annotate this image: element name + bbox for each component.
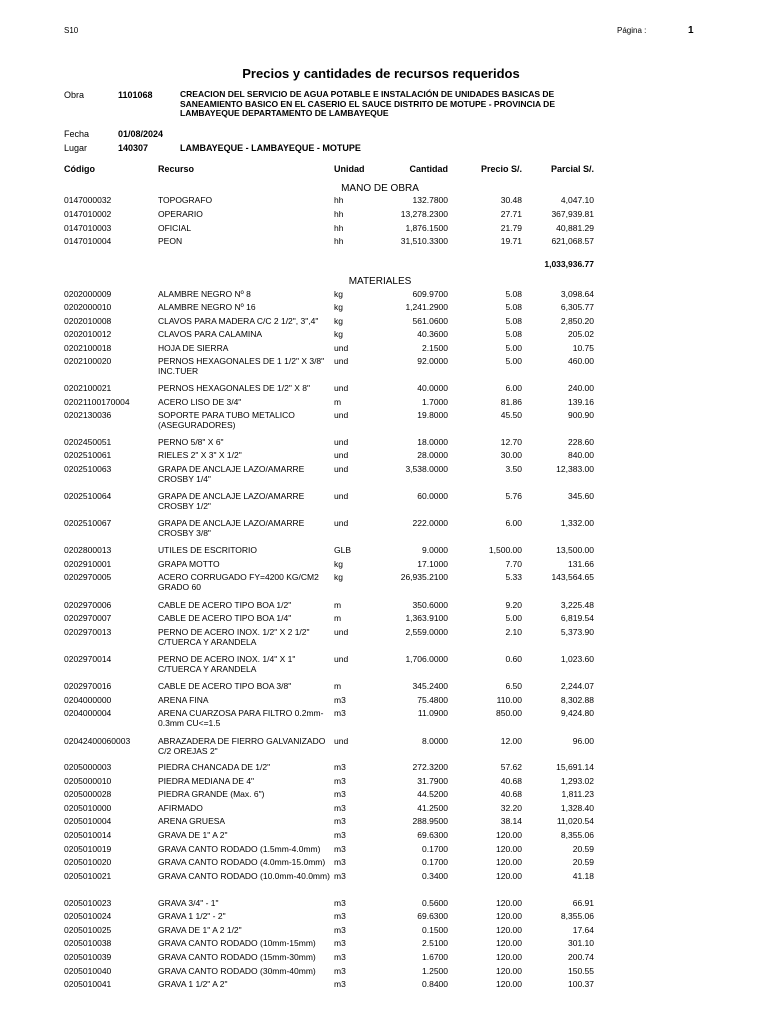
obra-label: Obra — [64, 90, 85, 100]
row-code: 0147010004 — [64, 236, 112, 246]
row-resource: CABLE DE ACERO TIPO BOA 1/2" — [158, 600, 292, 610]
row-quantity: 0.8400 — [422, 979, 448, 989]
row-quantity: 9.0000 — [422, 545, 448, 555]
row-price: 6.00 — [505, 383, 522, 393]
row-quantity: 2.5100 — [422, 938, 448, 948]
row-price: 120.00 — [496, 871, 522, 881]
row-partial: 41.18 — [572, 871, 594, 881]
row-quantity: 17.1000 — [417, 559, 448, 569]
row-partial: 1,811.23 — [561, 789, 594, 799]
row-unit: kg — [334, 559, 343, 569]
row-partial: 11,020.54 — [556, 816, 594, 826]
row-quantity: 132.7800 — [412, 195, 448, 205]
row-price: 120.00 — [496, 898, 522, 908]
row-unit: m3 — [334, 925, 346, 935]
row-partial: 15,691.14 — [556, 762, 594, 772]
row-resource: PERNOS HEXAGONALES DE 1 1/2" X 3/8" INC.TUER — [158, 356, 325, 376]
row-quantity: 345.2400 — [412, 681, 448, 691]
row-quantity: 3,538.0000 — [405, 464, 448, 474]
row-quantity: 288.9500 — [412, 816, 448, 826]
row-partial: 3,225.48 — [560, 600, 594, 610]
obra-code: 1101068 — [118, 90, 153, 100]
row-resource: ARENA FINA — [158, 695, 209, 705]
row-partial: 205.02 — [568, 329, 594, 339]
row-quantity: 1.2500 — [422, 966, 448, 976]
row-partial: 8,302.88 — [560, 695, 594, 705]
row-price: 5.00 — [505, 356, 522, 366]
row-quantity: 2.1500 — [422, 343, 448, 353]
row-code: 0205010024 — [64, 911, 112, 921]
row-code: 0202450051 — [64, 437, 112, 447]
row-partial: 66.91 — [572, 898, 594, 908]
row-unit: m3 — [334, 911, 346, 921]
row-unit: kg — [334, 572, 343, 582]
row-code: 02042400060003 — [64, 736, 131, 746]
row-price: 5.00 — [505, 343, 522, 353]
row-unit: hh — [334, 195, 344, 205]
row-price: 21.79 — [500, 223, 522, 233]
row-price: 30.48 — [500, 195, 522, 205]
row-quantity: 0.3400 — [422, 871, 448, 881]
row-price: 6.50 — [505, 681, 522, 691]
row-unit: kg — [334, 289, 343, 299]
row-price: 120.00 — [496, 952, 522, 962]
row-quantity: 1,241.2900 — [405, 302, 448, 312]
row-partial: 131.66 — [568, 559, 594, 569]
row-code: 0202000010 — [64, 302, 112, 312]
row-resource: TOPOGRAFO — [158, 195, 213, 205]
row-resource: PIEDRA MEDIANA DE 4" — [158, 776, 255, 786]
row-code: 0202100018 — [64, 343, 112, 353]
row-unit: m3 — [334, 762, 346, 772]
row-quantity: 8.0000 — [422, 736, 448, 746]
row-partial: 17.64 — [572, 925, 594, 935]
row-price: 5.08 — [505, 289, 522, 299]
row-price: 57.62 — [500, 762, 522, 772]
row-resource: PERNOS HEXAGONALES DE 1/2" X 8" — [158, 383, 311, 393]
row-unit: und — [334, 654, 349, 664]
row-quantity: 222.0000 — [412, 518, 448, 528]
row-code: 0202510063 — [64, 464, 112, 474]
row-unit: und — [334, 343, 349, 353]
row-resource: PERNO 5/8" X 6" — [158, 437, 224, 447]
row-partial: 1,328.40 — [560, 803, 594, 813]
row-partial: 1,332.00 — [560, 518, 594, 528]
row-code: 0205000003 — [64, 762, 112, 772]
row-partial: 5,373.90 — [560, 627, 594, 637]
row-resource: GRAVA CANTO RODADO (4.0mm-15.0mm) — [158, 857, 326, 867]
row-code: 0205010014 — [64, 830, 112, 840]
row-resource: GRAVA 1 1/2" - 2" — [158, 911, 226, 921]
row-quantity: 609.9700 — [412, 289, 448, 299]
row-resource: CABLE DE ACERO TIPO BOA 1/4" — [158, 613, 292, 623]
row-price: 120.00 — [496, 844, 522, 854]
row-unit: m3 — [334, 803, 346, 813]
row-quantity: 75.4800 — [417, 695, 448, 705]
row-unit: und — [334, 437, 349, 447]
row-code: 0205010023 — [64, 898, 112, 908]
col-header-qty: Cantidad — [409, 164, 448, 174]
row-resource: AFIRMADO — [158, 803, 203, 813]
page-title: Precios y cantidades de recursos requeridos — [242, 66, 520, 81]
row-unit: und — [334, 464, 349, 474]
row-unit: m3 — [334, 776, 346, 786]
row-quantity: 44.5200 — [417, 789, 448, 799]
row-code: 0205010039 — [64, 952, 112, 962]
row-partial: 8,355.06 — [560, 911, 594, 921]
row-unit: hh — [334, 209, 344, 219]
row-resource: GRAVA 1 1/2" A 2" — [158, 979, 228, 989]
row-code: 0202970013 — [64, 627, 112, 637]
col-header-partial: Parcial S/. — [550, 164, 594, 174]
row-price: 32.20 — [500, 803, 522, 813]
row-price: 5.33 — [505, 572, 522, 582]
row-code: 0205010000 — [64, 803, 112, 813]
fecha-label: Fecha — [64, 129, 90, 139]
row-code: 0202010012 — [64, 329, 112, 339]
row-price: 19.71 — [500, 236, 522, 246]
row-price: 850.00 — [496, 708, 522, 718]
row-quantity: 40.3600 — [417, 329, 448, 339]
row-resource: PIEDRA GRANDE (Max. 6") — [158, 789, 265, 799]
row-partial: 3,098.64 — [560, 289, 594, 299]
row-code: 0205010004 — [64, 816, 112, 826]
row-price: 120.00 — [496, 911, 522, 921]
row-unit: m3 — [334, 789, 346, 799]
col-header-price: Precio S/. — [480, 164, 522, 174]
lugar-code: 140307 — [118, 143, 149, 153]
row-unit: m3 — [334, 952, 346, 962]
row-price: 110.00 — [496, 695, 522, 705]
row-code: 0205010038 — [64, 938, 112, 948]
row-partial: 1,293.02 — [560, 776, 594, 786]
row-code: 0205010020 — [64, 857, 112, 867]
row-unit: kg — [334, 302, 343, 312]
col-header-code: Código — [64, 164, 95, 174]
row-price: 120.00 — [496, 925, 522, 935]
row-code: 0204000004 — [64, 708, 112, 718]
row-resource: OFICIAL — [158, 223, 192, 233]
row-price: 12.00 — [500, 736, 522, 746]
row-resource: PIEDRA CHANCADA DE 1/2" — [158, 762, 271, 772]
row-resource: PEON — [158, 236, 183, 246]
row-resource: GRAPA DE ANCLAJE LAZO/AMARRE CROSBY 3/8" — [158, 518, 305, 538]
row-price: 120.00 — [496, 857, 522, 867]
row-unit: hh — [334, 223, 344, 233]
row-resource: GRAVA 3/4" - 1" — [158, 898, 219, 908]
row-quantity: 0.1700 — [422, 844, 448, 854]
row-unit: hh — [334, 236, 344, 246]
row-code: 0202510067 — [64, 518, 112, 528]
row-partial: 9,424.80 — [560, 708, 594, 718]
obra-description: CREACION DEL SERVICIO DE AGUA POTABLE E INSTALACIÓN DE UNIDADES BASICAS DE SANEAMIENTO BASICO EN EL CASERIO EL SAUCE DISTRITO DE MOTUPE - PROVINCIA DE LAMBAYEQUE DEPARTAMENTO DE LAMBAYEQUE — [180, 89, 555, 118]
row-unit: m3 — [334, 857, 346, 867]
row-unit: m3 — [334, 979, 346, 989]
row-resource: ARENA CUARZOSA PARA FILTRO 0.2mm-0.3mm CU<=1.5 — [158, 708, 324, 728]
row-partial: 40,881.29 — [556, 223, 594, 233]
row-price: 0.60 — [505, 654, 522, 664]
row-quantity: 2,559.0000 — [405, 627, 448, 637]
row-price: 5.08 — [505, 302, 522, 312]
row-resource: GRAPA MOTTO — [158, 559, 220, 569]
row-unit: m3 — [334, 708, 346, 718]
row-price: 81.86 — [500, 397, 522, 407]
row-partial: 13,500.00 — [556, 545, 594, 555]
row-quantity: 31.7900 — [417, 776, 448, 786]
row-resource: PERNO DE ACERO INOX. 1/2" X 2 1/2" C/TUERCA Y ARANDELA — [158, 627, 310, 647]
row-quantity: 41.2500 — [417, 803, 448, 813]
row-resource: GRAVA CANTO RODADO (30mm-40mm) — [158, 966, 316, 976]
row-partial: 12,383.00 — [556, 464, 594, 474]
row-partial: 6,305.77 — [560, 302, 594, 312]
section-title-mano-de-obra: MANO DE OBRA — [341, 183, 419, 194]
row-code: 0202970006 — [64, 600, 112, 610]
row-code: 0202970016 — [64, 681, 112, 691]
row-partial: 621,068.57 — [551, 236, 594, 246]
row-code: 0205010025 — [64, 925, 112, 935]
row-price: 6.00 — [505, 518, 522, 528]
page-label: Página : — [617, 26, 647, 35]
lugar-description: LAMBAYEQUE - LAMBAYEQUE - MOTUPE — [180, 143, 361, 153]
row-unit: m3 — [334, 844, 346, 854]
row-code: 0147010002 — [64, 209, 112, 219]
row-unit: und — [334, 383, 349, 393]
row-quantity: 31,510.3300 — [400, 236, 448, 246]
row-unit: m3 — [334, 695, 346, 705]
row-price: 120.00 — [496, 938, 522, 948]
row-resource: CABLE DE ACERO TIPO BOA 3/8" — [158, 681, 292, 691]
row-partial: 10.75 — [572, 343, 594, 353]
row-unit: m — [334, 613, 342, 623]
row-code: 0202100021 — [64, 383, 112, 393]
row-code: 0204000000 — [64, 695, 112, 705]
row-price: 5.08 — [505, 329, 522, 339]
row-partial: 20.59 — [572, 844, 594, 854]
row-resource: GRAPA DE ANCLAJE LAZO/AMARRE CROSBY 1/2" — [158, 491, 305, 511]
col-header-unit: Unidad — [334, 164, 365, 174]
row-quantity: 11.0900 — [417, 708, 448, 718]
row-partial: 2,850.20 — [560, 316, 594, 326]
row-unit: GLB — [334, 545, 352, 555]
row-code: 0205010021 — [64, 871, 112, 881]
row-code: 0202510061 — [64, 450, 112, 460]
row-unit: und — [334, 736, 349, 746]
row-code: 0205010041 — [64, 979, 112, 989]
row-unit: und — [334, 518, 349, 528]
row-price: 45.50 — [500, 410, 522, 420]
row-unit: m3 — [334, 871, 346, 881]
row-partial: 301.10 — [568, 938, 594, 948]
row-partial: 2,244.07 — [560, 681, 594, 691]
row-resource: ALAMBRE NEGRO Nº 16 — [158, 302, 256, 312]
row-price: 1,500.00 — [488, 545, 522, 555]
row-resource: ARENA GRUESA — [158, 816, 226, 826]
row-quantity: 1.6700 — [422, 952, 448, 962]
row-quantity: 69.6300 — [417, 911, 448, 921]
col-header-resource: Recurso — [158, 164, 195, 174]
page-number: 1 — [688, 25, 694, 36]
row-quantity: 19.8000 — [417, 410, 448, 420]
row-quantity: 92.0000 — [417, 356, 448, 366]
row-quantity: 13,278.2300 — [400, 209, 448, 219]
row-unit: und — [334, 491, 349, 501]
row-price: 38.14 — [500, 816, 522, 826]
row-price: 120.00 — [496, 979, 522, 989]
row-unit: kg — [334, 329, 343, 339]
row-code: 02021100170004 — [64, 397, 130, 407]
row-quantity: 0.5600 — [422, 898, 448, 908]
row-partial: 228.60 — [568, 437, 594, 447]
row-code: 0147000032 — [64, 195, 112, 205]
row-partial: 460.00 — [568, 356, 594, 366]
row-resource: GRAVA CANTO RODADO (10mm-15mm) — [158, 938, 316, 948]
row-resource: ABRAZADERA DE FIERRO GALVANIZADO C/2 OREJAS 2" — [158, 736, 326, 756]
row-price: 3.50 — [505, 464, 522, 474]
row-partial: 200.74 — [568, 952, 594, 962]
row-quantity: 26,935.2100 — [400, 572, 448, 582]
row-price: 5.76 — [505, 491, 522, 501]
row-resource: PERNO DE ACERO INOX. 1/4" X 1" C/TUERCA Y ARANDELA — [158, 654, 296, 674]
row-quantity: 0.1500 — [422, 925, 448, 935]
row-code: 0202010008 — [64, 316, 112, 326]
row-code: 0202130036 — [64, 410, 112, 420]
row-partial: 1,023.60 — [560, 654, 594, 664]
row-partial: 4,047.10 — [560, 195, 594, 205]
row-price: 5.00 — [505, 613, 522, 623]
row-quantity: 1.7000 — [422, 397, 448, 407]
row-price: 7.70 — [505, 559, 522, 569]
row-unit: m — [334, 397, 342, 407]
row-unit: m3 — [334, 816, 346, 826]
row-quantity: 1,363.9100 — [405, 613, 448, 623]
row-partial: 840.00 — [568, 450, 594, 460]
row-partial: 900.90 — [568, 410, 594, 420]
row-resource: CLAVOS PARA CALAMINA — [158, 329, 263, 339]
row-code: 0202910001 — [64, 559, 112, 569]
row-unit: m — [334, 600, 342, 610]
row-resource: CLAVOS PARA MADERA C/C 2 1/2", 3",4" — [158, 316, 319, 326]
row-quantity: 561.0600 — [412, 316, 448, 326]
row-quantity: 18.0000 — [417, 437, 448, 447]
row-resource: GRAVA DE 1" A 2" — [158, 830, 228, 840]
row-partial: 139.16 — [568, 397, 594, 407]
row-unit: m3 — [334, 898, 346, 908]
row-partial: 96.00 — [572, 736, 594, 746]
system-code: S10 — [64, 26, 79, 35]
row-code: 0205000028 — [64, 789, 112, 799]
row-code: 0202800013 — [64, 545, 112, 555]
row-resource: RIELES 2" X 3" X 1/2" — [158, 450, 242, 460]
row-unit: und — [334, 627, 349, 637]
row-resource: GRAVA CANTO RODADO (15mm-30mm) — [158, 952, 316, 962]
row-unit: kg — [334, 316, 343, 326]
row-resource: ALAMBRE NEGRO Nº 8 — [158, 289, 251, 299]
row-partial: 240.00 — [568, 383, 594, 393]
row-price: 2.10 — [505, 627, 522, 637]
row-resource: ACERO CORRUGADO FY=4200 KG/CM2 GRADO 60 — [158, 572, 319, 592]
row-unit: m3 — [334, 830, 346, 840]
row-code: 0147010003 — [64, 223, 112, 233]
row-price: 5.08 — [505, 316, 522, 326]
row-code: 0202970005 — [64, 572, 112, 582]
row-resource: GRAVA DE 1" A 2 1/2" — [158, 925, 242, 935]
row-price: 120.00 — [496, 966, 522, 976]
row-price: 27.71 — [500, 209, 522, 219]
row-partial: 345.60 — [568, 491, 594, 501]
row-partial: 143,564.65 — [551, 572, 594, 582]
row-price: 30.00 — [500, 450, 522, 460]
row-price: 9.20 — [505, 600, 522, 610]
row-partial: 8,355.06 — [560, 830, 594, 840]
row-unit: und — [334, 450, 349, 460]
row-resource: UTILES DE ESCRITORIO — [158, 545, 258, 555]
row-code: 0202970007 — [64, 613, 112, 623]
section-total-mano-de-obra: 1,033,936.77 — [544, 259, 594, 269]
row-quantity: 60.0000 — [417, 491, 448, 501]
row-unit: m3 — [334, 966, 346, 976]
row-partial: 367,939.81 — [551, 209, 594, 219]
row-code: 0202000009 — [64, 289, 112, 299]
row-code: 0205000010 — [64, 776, 112, 786]
row-code: 0202510064 — [64, 491, 112, 501]
row-resource: ACERO LISO DE 3/4" — [158, 397, 242, 407]
row-code: 0202970014 — [64, 654, 112, 664]
row-quantity: 1,706.0000 — [405, 654, 448, 664]
row-partial: 150.55 — [568, 966, 594, 976]
row-price: 12.70 — [500, 437, 522, 447]
row-resource: SOPORTE PARA TUBO METALICO (ASEGURADORES) — [158, 410, 295, 430]
row-unit: m — [334, 681, 342, 691]
row-partial: 100.37 — [568, 979, 594, 989]
row-resource: GRAPA DE ANCLAJE LAZO/AMARRE CROSBY 1/4" — [158, 464, 305, 484]
row-resource: GRAVA CANTO RODADO (10.0mm-40.0mm) — [158, 871, 330, 881]
row-quantity: 272.3200 — [412, 762, 448, 772]
row-resource: HOJA DE SIERRA — [158, 343, 229, 353]
row-unit: und — [334, 410, 349, 420]
row-code: 0205010040 — [64, 966, 112, 976]
row-partial: 20.59 — [572, 857, 594, 867]
row-code: 0202100020 — [64, 356, 112, 366]
lugar-label: Lugar — [64, 143, 88, 153]
row-quantity: 0.1700 — [422, 857, 448, 867]
row-quantity: 28.0000 — [417, 450, 448, 460]
row-price: 120.00 — [496, 830, 522, 840]
row-unit: und — [334, 356, 349, 366]
fecha-value: 01/08/2024 — [118, 129, 164, 139]
row-price: 40.68 — [500, 776, 522, 786]
row-quantity: 40.0000 — [417, 383, 448, 393]
row-quantity: 350.6000 — [412, 600, 448, 610]
row-price: 40.68 — [500, 789, 522, 799]
row-partial: 6,819.54 — [560, 613, 594, 623]
row-quantity: 69.6300 — [417, 830, 448, 840]
row-quantity: 1,876.1500 — [405, 223, 448, 233]
row-unit: m3 — [334, 938, 346, 948]
row-code: 0205010019 — [64, 844, 112, 854]
row-resource: OPERARIO — [158, 209, 203, 219]
row-resource: GRAVA CANTO RODADO (1.5mm-4.0mm) — [158, 844, 321, 854]
section-title-materiales: MATERIALES — [348, 276, 412, 287]
